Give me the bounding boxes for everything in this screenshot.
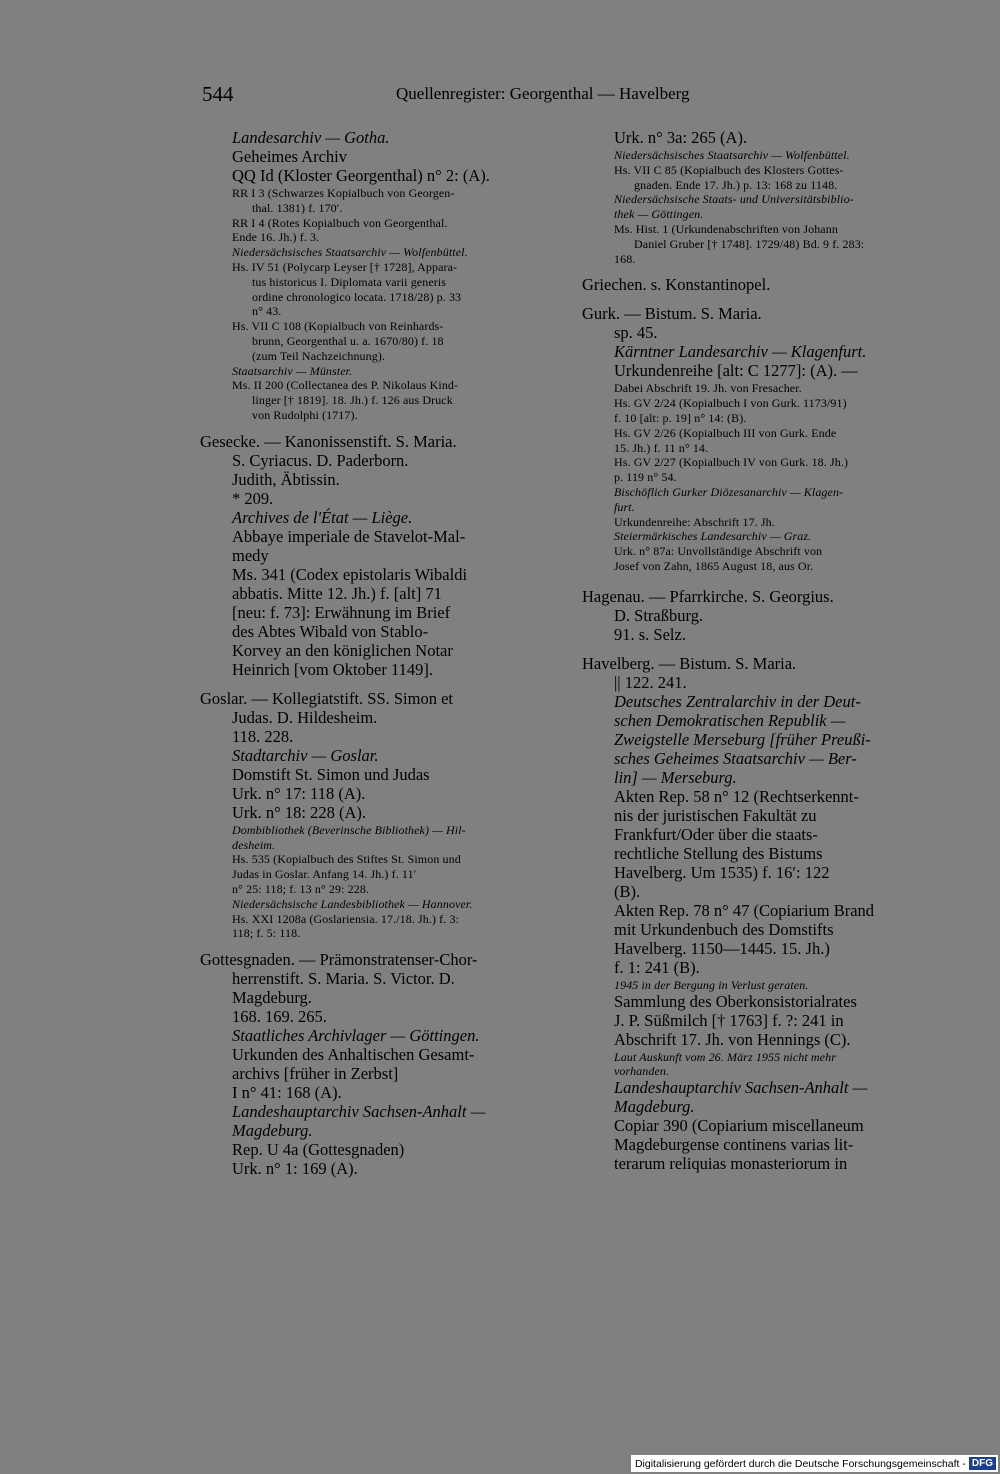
entry-line: Josef von Zahn, 1865 August 18, aus Or. xyxy=(614,558,814,573)
entry-line: Steiermärkisches Landesarchiv — Graz. xyxy=(614,529,812,544)
entry-line: Stadtarchiv — Goslar. xyxy=(232,745,379,765)
entry-line: Niedersächsische Landesbibliothek — Hannover. xyxy=(232,896,473,911)
entry-line: p. 119 n° 54. xyxy=(614,470,677,485)
entry-hagenau xyxy=(582,586,944,646)
entry-line: rechtliche Stellung des Bistums xyxy=(614,843,823,863)
entry-line: thal. 1381) f. 170′. xyxy=(252,200,343,215)
entry-line: RR I 4 (Rotes Kopialbuch von Georgenthal. xyxy=(232,215,448,230)
entry-line: archivs [früher in Zerbst] xyxy=(232,1064,399,1084)
entry-line: Staatsarchiv — Münster. xyxy=(232,363,353,378)
entry-line: Abschrift 17. Jh. von Hennings (C). xyxy=(614,1029,851,1049)
entry-line: 168. xyxy=(614,251,636,266)
entry-line: medy xyxy=(232,545,269,565)
entry-line: Landesarchiv — Gotha. xyxy=(232,128,390,147)
entry-line: lin] — Merseburg. xyxy=(614,767,737,787)
footer-text: Digitalisierung gefördert durch die Deutsche Forschungsgemeinschaft - xyxy=(634,1457,966,1470)
entry-line: Akten Rep. 78 n° 47 (Copiarium Brand xyxy=(614,900,875,920)
entry-line: [neu: f. 73]: Erwähnung im Brief xyxy=(232,602,451,622)
entry-line: Urk. n° 18: 228 (A). xyxy=(232,802,366,822)
entry-line: sp. 45. xyxy=(614,323,658,343)
entry-line: Dombibliothek (Beverinsche Bibliothek) — Hil- xyxy=(232,822,466,837)
entry-line: Archives de l'État — Liège. xyxy=(232,507,413,527)
entry-line: f. 10 [alt: p. 19] n° 14: (B). xyxy=(614,410,747,425)
entry-heading-line: Gesecke. — Kanonissenstift. S. Maria. xyxy=(200,431,457,451)
entry-line: Staatliches Archivlager — Göttingen. xyxy=(232,1026,480,1046)
entry-line: Ms. II 200 (Collectanea des P. Nikolaus Kind- xyxy=(232,378,459,393)
entry-line: (zum Teil Nachzeichnung). xyxy=(252,348,386,363)
entry-heading-line: Gottesgnaden. — Prämonstratenser-Chor- xyxy=(200,950,478,970)
entry-line: QQ Id (Kloster Georgenthal) n° 2: (A). xyxy=(232,166,490,185)
entry-line: Hs. XXI 1208a (Goslariensia. 17./18. Jh.) f. 3: xyxy=(232,911,459,926)
entry-line: von Rudolphi (1717). xyxy=(252,407,358,422)
entry-line: Niedersächsisches Staatsarchiv — Wolfenbüttel. xyxy=(232,245,468,260)
entry-line: Hs. GV 2/27 (Kopialbuch IV von Gurk. 18. Jh.) xyxy=(614,455,849,470)
entry-line: 91. s. Selz. xyxy=(614,624,686,644)
entry-line: nis der juristischen Fakultät zu xyxy=(614,805,817,825)
page-number: 544 xyxy=(202,82,234,106)
entry-line: Hs. 535 (Kopialbuch des Stiftes St. Simon und xyxy=(232,852,461,867)
dfg-logo: DFG xyxy=(969,1457,996,1470)
entry-heading-line: Griechen. s. Konstantinopel. xyxy=(582,275,771,295)
entry-line: herrenstift. S. Maria. S. Victor. D. xyxy=(232,969,455,989)
entry-line: D. Straßburg. xyxy=(614,605,704,625)
entry-line: Urk. n° 17: 118 (A). xyxy=(232,783,366,803)
entry-line: Ms. 341 (Codex epistolaris Wibaldi xyxy=(232,564,468,584)
entry-line: 168. 169. 265. xyxy=(232,1007,327,1027)
entry-line: Akten Rep. 58 n° 12 (Rechtserkennt- xyxy=(614,786,859,806)
entry-line: * 209. xyxy=(232,488,274,508)
entry-line: Kärntner Landesarchiv — Klagenfurt. xyxy=(614,342,867,362)
right-column xyxy=(582,130,944,1185)
entry-gottesgnaden xyxy=(200,952,562,1180)
entry-line: Hs. VII C 108 (Kopialbuch von Reinhards- xyxy=(232,319,444,334)
entry-line: Urkundenreihe [alt: C 1277]: (A). — xyxy=(614,361,858,381)
entry-line: desheim. xyxy=(232,837,276,852)
entry-griechen xyxy=(582,277,944,296)
entry-line: Bischöflich Gurker Diözesanarchiv — Klagen- xyxy=(614,484,844,499)
entry-line: RR I 3 (Schwarzes Kopialbuch von Georgen- xyxy=(232,186,455,200)
entry-line: furt. xyxy=(614,499,635,514)
entry-line: Laut Auskunft vom 26. März 1955 nicht mehr xyxy=(614,1049,836,1064)
entry-line: 118. 228. xyxy=(232,726,294,746)
entry-line: sches Geheimes Staatsarchiv — Ber- xyxy=(614,748,857,768)
entry-line: || 122. 241. xyxy=(614,672,687,692)
entry-line: Magdeburg. xyxy=(614,1097,695,1117)
entry-line: Landeshauptarchiv Sachsen-Anhalt — xyxy=(232,1102,486,1122)
digitization-credit-footer xyxy=(631,1455,998,1472)
entry-line: thek — Göttingen. xyxy=(614,207,704,222)
entry-line: Magdeburgense continens varias lit- xyxy=(614,1135,854,1155)
entry-line: Hs. VII C 85 (Kopialbuch des Klosters Gottes- xyxy=(614,162,844,177)
entry-gesecke xyxy=(200,431,562,681)
entry-line: Rep. U 4a (Gottesgnaden) xyxy=(232,1140,405,1160)
entry-line: Urkunden des Anhaltischen Gesamt- xyxy=(232,1045,475,1065)
entry-line: n° 43. xyxy=(252,304,282,319)
entry-line: Judas. D. Hildesheim. xyxy=(232,707,378,727)
entry-line: n° 25: 118; f. 13 n° 29: 228. xyxy=(232,881,370,896)
entry-gottesgnaden-continued xyxy=(582,130,944,267)
entry-line: S. Cyriacus. D. Paderborn. xyxy=(232,450,409,470)
entry-line: Magdeburg. xyxy=(232,1121,313,1141)
entry-line: Ende 16. Jh.) f. 3. xyxy=(232,230,320,245)
entry-line: Hs. GV 2/26 (Kopialbuch III von Gurk. Ende xyxy=(614,425,837,440)
entry-line: Abbaye imperiale de Stavelot-Mal- xyxy=(232,526,466,546)
entry-heading-line: Gurk. — Bistum. S. Maria. xyxy=(582,304,762,324)
entry-heading-line: Havelberg. — Bistum. S. Maria. xyxy=(582,653,797,673)
entry-goslar xyxy=(200,688,562,942)
entry-line: Judith, Äbtissin. xyxy=(232,469,340,489)
entry-line: gnaden. Ende 17. Jh.) p. 13: 168 zu 1148. xyxy=(634,177,838,192)
left-column xyxy=(200,130,562,1190)
entry-line: Deutsches Zentralarchiv in der Deut- xyxy=(614,691,861,711)
entry-line: mit Urkundenbuch des Domstifts xyxy=(614,919,834,939)
entry-line: f. 1: 241 (B). xyxy=(614,957,700,977)
entry-line: Havelberg. Um 1535) f. 16′: 122 xyxy=(614,862,830,882)
entry-line: Magdeburg. xyxy=(232,988,312,1008)
entry-line: Hs. GV 2/24 (Kopialbuch I von Gurk. 1173/91) xyxy=(614,396,847,411)
entry-line: Urk. n° 1: 169 (A). xyxy=(232,1159,358,1179)
entry-line: Landeshauptarchiv Sachsen-Anhalt — xyxy=(614,1078,868,1098)
entry-line: des Abtes Wibald von Stablo- xyxy=(232,621,429,641)
entry-line: Zweigstelle Merseburg [früher Preußi- xyxy=(614,729,871,749)
entry-line: Domstift St. Simon und Judas xyxy=(232,764,430,784)
entry-line: Niedersächsisches Staatsarchiv — Wolfenbüttel. xyxy=(614,148,850,162)
entry-line: Niedersächsische Staats- und Universitätsbiblio- xyxy=(614,192,854,207)
entry-line: Urkundenreihe: Abschrift 17. Jh. xyxy=(614,514,775,529)
entry-line: Dabei Abschrift 19. Jh. von Fresacher. xyxy=(614,381,802,396)
entry-line: 15. Jh.) f. 11 n° 14. xyxy=(614,440,709,455)
entry-line: vorhanden. xyxy=(614,1064,670,1079)
entry-line: Heinrich [vom Oktober 1149]. xyxy=(232,659,434,679)
entry-gurk xyxy=(582,306,944,574)
entry-line: Ms. Hist. 1 (Urkundenabschriften von Johann xyxy=(614,221,838,236)
entry-line: Sammlung des Oberkonsistorialrates xyxy=(614,991,857,1011)
entry-heading-line: Hagenau. — Pfarrkirche. S. Georgius. xyxy=(582,586,834,606)
entry-georgenthal-continued xyxy=(200,130,562,424)
entry-line: brunn, Georgenthal u. a. 1670/80) f. 18 xyxy=(252,333,444,348)
entry-line: tus historicus I. Diplomata varii generis xyxy=(252,274,447,289)
entry-line: Korvey an den königlichen Notar xyxy=(232,640,453,660)
entry-line: Frankfurt/Oder über die staats- xyxy=(614,824,818,844)
entry-line: Urk. n° 87a: Unvollständige Abschrift von xyxy=(614,544,823,559)
entry-line: schen Demokratischen Republik — xyxy=(614,710,846,730)
entry-line: 118; f. 5: 118. xyxy=(232,926,301,941)
entry-line: 1945 in der Bergung in Verlust geraten. xyxy=(614,977,809,992)
entry-line: Hs. IV 51 (Polycarp Leyser [† 1728], Appara- xyxy=(232,259,458,274)
entry-havelberg xyxy=(582,653,944,1175)
entry-line: I n° 41: 168 (A). xyxy=(232,1083,342,1103)
entry-line: abbatis. Mitte 12. Jh.) f. [alt] 71 xyxy=(232,583,442,603)
entry-heading-line: Goslar. — Kollegiatstift. SS. Simon et xyxy=(200,688,454,708)
entry-line: (B). xyxy=(614,881,641,901)
entry-line: Daniel Gruber [† 1748]. 1729/48) Bd. 9 f. 283: xyxy=(634,236,865,251)
entry-line: ordine chronologico locata. 1718/28) p. 33 xyxy=(252,289,462,304)
entry-line: linger [† 1819]. 18. Jh.) f. 126 aus Druck xyxy=(252,393,453,408)
entry-line: Geheimes Archiv xyxy=(232,147,348,166)
entry-line: Havelberg. 1150—1445. 15. Jh.) xyxy=(614,938,830,958)
entry-line: Judas in Goslar. Anfang 14. Jh.) f. 11′ xyxy=(232,867,417,882)
entry-line: Urk. n° 3a: 265 (A). xyxy=(614,128,748,147)
entry-line: terarum reliquias monasteriorum in xyxy=(614,1154,848,1174)
entry-line: Copiar 390 (Copiarium miscellaneum xyxy=(614,1116,864,1136)
running-head: Quellenregister: Georgenthal — Havelberg xyxy=(396,84,690,103)
entry-line: J. P. Süßmilch [† 1763] f. ?: 241 in xyxy=(614,1010,844,1030)
